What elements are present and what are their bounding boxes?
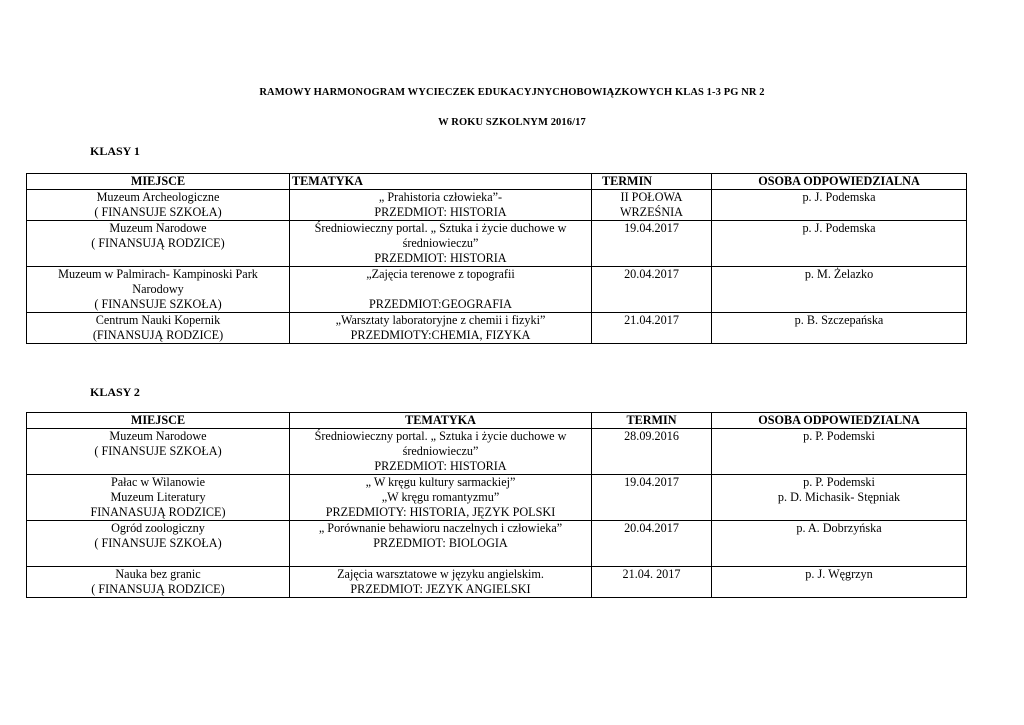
termin-line: 19.04.2017	[624, 475, 679, 489]
table-header-row	[27, 174, 967, 190]
header-tematyka: TEMATYKA	[290, 413, 592, 429]
cell-osoba	[712, 475, 967, 521]
miejsce-line: FINANASUJĄ RODZICE)	[90, 505, 226, 519]
cell-miejsce	[27, 190, 290, 221]
header-termin: TERMIN	[592, 413, 712, 429]
tematyka-line: „Zajęcia terenowe z topografii	[366, 267, 515, 281]
miejsce-line: Muzeum Narodowe	[109, 429, 207, 443]
header-tematyka: TEMATYKA	[290, 174, 592, 190]
cell-tematyka	[290, 567, 592, 598]
tematyka-line: PRZEDMIOT: HISTORIA	[374, 459, 507, 473]
cell-tematyka	[290, 190, 592, 221]
table-row	[27, 475, 967, 521]
termin-line: 21.04. 2017	[622, 567, 681, 581]
cell-termin	[592, 475, 712, 521]
osoba-line: p. D. Michasik- Stępniak	[777, 490, 901, 504]
miejsce-line: ( FINANSUJE SZKOŁA)	[94, 297, 222, 311]
miejsce-line: ( FINANSUJE SZKOŁA)	[94, 205, 222, 219]
miejsce-line: Narodowy	[132, 282, 184, 296]
cell-osoba	[712, 429, 967, 475]
termin-line: II POŁOWA	[620, 190, 683, 204]
cell-tematyka	[290, 221, 592, 267]
miejsce-line: Muzeum Narodowe	[109, 221, 207, 235]
termin-line: 19.04.2017	[624, 221, 679, 235]
cell-tematyka	[290, 429, 592, 475]
table-row	[27, 313, 967, 344]
osoba-line: p. B. Szczepańska	[794, 313, 884, 327]
header-termin: TERMIN	[592, 174, 712, 190]
miejsce-line: Muzeum Literatury	[110, 490, 206, 504]
tematyka-line: PRZEDMIOT: BIOLOGIA	[373, 536, 508, 550]
termin-line: 20.04.2017	[624, 521, 679, 535]
header-osoba: OSOBA ODPOWIEDZIALNA	[712, 174, 967, 190]
cell-osoba	[712, 313, 967, 344]
tematyka-line: Średniowieczny portal. „ Sztuka i życie duchowe w	[314, 429, 567, 443]
header-miejsce: MIEJSCE	[27, 174, 290, 190]
osoba-line: p. J. Węgrzyn	[805, 567, 873, 581]
tematyka-line: średniowieczu”	[402, 236, 479, 250]
table-row	[27, 521, 967, 567]
termin-line: WRZEŚNIA	[620, 205, 683, 219]
cell-termin	[592, 221, 712, 267]
tematyka-line: PRZEDMIOT:GEOGRAFIA	[369, 297, 512, 311]
osoba-line: p. M. Żelazko	[804, 267, 874, 281]
miejsce-line: Ogród zoologiczny	[111, 521, 205, 535]
miejsce-line: ( FINANSUJE SZKOŁA)	[94, 536, 222, 550]
miejsce-line: Nauka bez granic	[115, 567, 201, 581]
tematyka-line: Zajęcia warsztatowe w języku angielskim.	[337, 567, 544, 581]
cell-tematyka	[290, 267, 592, 313]
header-osoba: OSOBA ODPOWIEDZIALNA	[712, 413, 967, 429]
document-title: RAMOWY HARMONOGRAM WYCIECZEK EDUKACYJNYCHOBOWIĄZKOWYCH KLAS 1-3 PG NR 2	[259, 87, 765, 98]
cell-tematyka	[290, 475, 592, 521]
table-header-row	[27, 413, 967, 429]
miejsce-line: Muzeum w Palmirach- Kampinoski Park	[58, 267, 258, 281]
section-heading-klasy-1: KLASY 1	[90, 144, 140, 158]
termin-line: 20.04.2017	[624, 267, 679, 281]
cell-miejsce	[27, 221, 290, 267]
miejsce-line: Pałac w Wilanowie	[110, 475, 206, 489]
osoba-line: p. P. Podemski	[803, 475, 875, 489]
cell-miejsce	[27, 267, 290, 313]
tematyka-line: PRZEDMIOTY: HISTORIA, JĘZYK POLSKI	[325, 505, 556, 519]
miejsce-line: Centrum Nauki Kopernik	[95, 313, 221, 327]
tematyka-line: „Warsztaty laboratoryjne z chemii i fizyki”	[335, 313, 546, 327]
table-row	[27, 567, 967, 598]
tematyka-line: średniowieczu”	[402, 444, 479, 458]
tematyka-line: „ Prahistoria człowieka”-	[378, 190, 503, 204]
cell-termin	[592, 313, 712, 344]
cell-osoba	[712, 567, 967, 598]
cell-termin	[592, 429, 712, 475]
tematyka-line: „W kręgu romantyzmu”	[381, 490, 500, 504]
table-row	[27, 429, 967, 475]
schedule-table-klasy-1	[26, 173, 967, 344]
cell-miejsce	[27, 475, 290, 521]
tematyka-line: PRZEDMIOT: HISTORIA	[374, 251, 507, 265]
cell-termin	[592, 267, 712, 313]
miejsce-line: ( FINANSUJE SZKOŁA)	[94, 444, 222, 458]
document-subtitle: W ROKU SZKOLNYM 2016/17	[438, 117, 586, 128]
section-heading-klasy-2: KLASY 2	[90, 385, 140, 399]
cell-osoba	[712, 190, 967, 221]
termin-line: 28.09.2016	[624, 429, 679, 443]
cell-miejsce	[27, 429, 290, 475]
osoba-line: p. J. Podemska	[802, 190, 876, 204]
tematyka-line: Średniowieczny portal. „ Sztuka i życie duchowe w	[314, 221, 567, 235]
table-row	[27, 267, 967, 313]
table-row	[27, 221, 967, 267]
cell-miejsce	[27, 567, 290, 598]
tematyka-line: „ W kręgu kultury sarmackiej”	[365, 475, 516, 489]
cell-osoba	[712, 267, 967, 313]
tematyka-line	[292, 282, 589, 297]
cell-miejsce	[27, 521, 290, 567]
tematyka-line: PRZEDMIOT: JEZYK ANGIELSKI	[350, 582, 531, 596]
cell-osoba	[712, 221, 967, 267]
miejsce-line: ( FINANSUJĄ RODZICE)	[91, 582, 225, 596]
osoba-line: p. J. Podemska	[802, 221, 876, 235]
schedule-table-klasy-2	[26, 412, 967, 598]
miejsce-line: ( FINANSUJĄ RODZICE)	[91, 236, 225, 250]
cell-termin	[592, 190, 712, 221]
table-row	[27, 190, 967, 221]
cell-miejsce	[27, 313, 290, 344]
osoba-line: p. P. Podemski	[803, 429, 875, 443]
cell-osoba	[712, 521, 967, 567]
cell-tematyka	[290, 313, 592, 344]
termin-line: 21.04.2017	[624, 313, 679, 327]
cell-termin	[592, 521, 712, 567]
tematyka-line: „ Porównanie behawioru naczelnych i człowieka”	[318, 521, 563, 535]
header-miejsce: MIEJSCE	[27, 413, 290, 429]
cell-termin	[592, 567, 712, 598]
tematyka-line	[292, 551, 589, 566]
miejsce-line: (FINANSUJĄ RODZICE)	[92, 328, 224, 342]
miejsce-line: Muzeum Archeologiczne	[96, 190, 220, 204]
tematyka-line: PRZEDMIOT: HISTORIA	[374, 205, 507, 219]
tematyka-line: PRZEDMIOTY:CHEMIA, FIZYKA	[350, 328, 531, 342]
osoba-line: p. A. Dobrzyńska	[796, 521, 882, 535]
cell-tematyka	[290, 521, 592, 567]
